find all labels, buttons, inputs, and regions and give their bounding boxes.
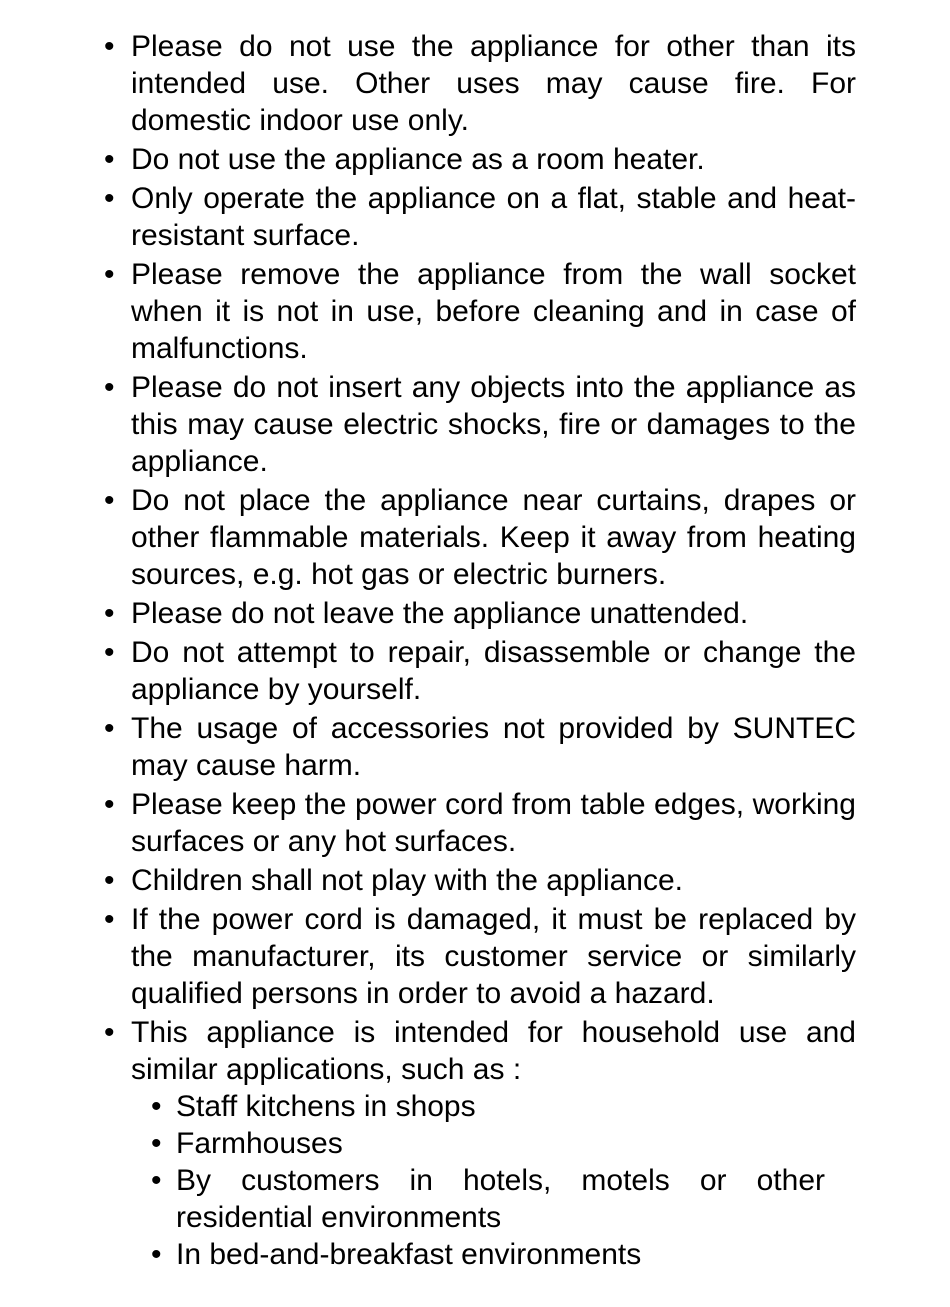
- sub-list-item-text: Farmhouses: [176, 1127, 343, 1160]
- list-item: [100, 256, 856, 367]
- list-item: [100, 862, 856, 899]
- sub-list-item-text: By customers in hotels, motels or other residential environments: [176, 1164, 825, 1234]
- list-item-text: Please do not use the appliance for other than its intended use. Other uses may cause fire. For domestic indoor use only.: [131, 30, 856, 137]
- list-item-text: The usage of accessories not provided by SUNTEC may cause harm.: [131, 712, 856, 782]
- list-item-text: Children shall not play with the appliance.: [131, 864, 683, 897]
- list-item: [100, 180, 856, 254]
- list-item: [100, 710, 856, 784]
- list-item-text: Do not place the appliance near curtains, drapes or other flammable materials. Keep it away from heating sources, e.g. hot gas or electric burners.: [131, 484, 856, 591]
- safety-instructions-list: [100, 28, 856, 1275]
- list-item-text: If the power cord is damaged, it must be replaced by the manufacturer, its customer service or similarly qualified persons in order to avoid a hazard.: [131, 903, 856, 1010]
- sub-list-item-text: In bed-and-breakfast environments: [176, 1238, 642, 1271]
- list-item-text: Do not attempt to repair, disassemble or change the appliance by yourself.: [131, 636, 856, 706]
- list-item-text: Please do not leave the appliance unattended.: [131, 597, 749, 630]
- list-item: [100, 901, 856, 1012]
- list-item-text: Please remove the appliance from the wall socket when it is not in use, before cleaning and in case of malfunctions.: [131, 258, 856, 365]
- list-item-text: Only operate the appliance on a flat, stable and heat-resistant surface.: [131, 182, 856, 252]
- list-item: [100, 28, 856, 139]
- sub-list-item: [145, 1125, 825, 1162]
- list-item: [100, 369, 856, 480]
- list-item: [100, 482, 856, 593]
- list-item: [100, 634, 856, 708]
- list-item: [100, 141, 856, 178]
- list-item-text: Please keep the power cord from table edges, working surfaces or any hot surfaces.: [131, 788, 856, 858]
- list-item: [100, 595, 856, 632]
- list-item-text: Please do not insert any objects into the appliance as this may cause electric shocks, fire or damages to the appliance.: [131, 371, 856, 478]
- list-item: [100, 786, 856, 860]
- sub-list-item: [145, 1236, 825, 1273]
- sub-list-item: [145, 1088, 825, 1125]
- list-item-text: This appliance is intended for household use and similar applications, such as :: [131, 1016, 856, 1086]
- household-applications-list: [145, 1088, 825, 1273]
- list-item: [100, 1014, 856, 1273]
- list-item-text: Do not use the appliance as a room heater.: [131, 143, 705, 176]
- sub-list-item: [145, 1162, 825, 1236]
- sub-list-item-text: Staff kitchens in shops: [176, 1090, 476, 1123]
